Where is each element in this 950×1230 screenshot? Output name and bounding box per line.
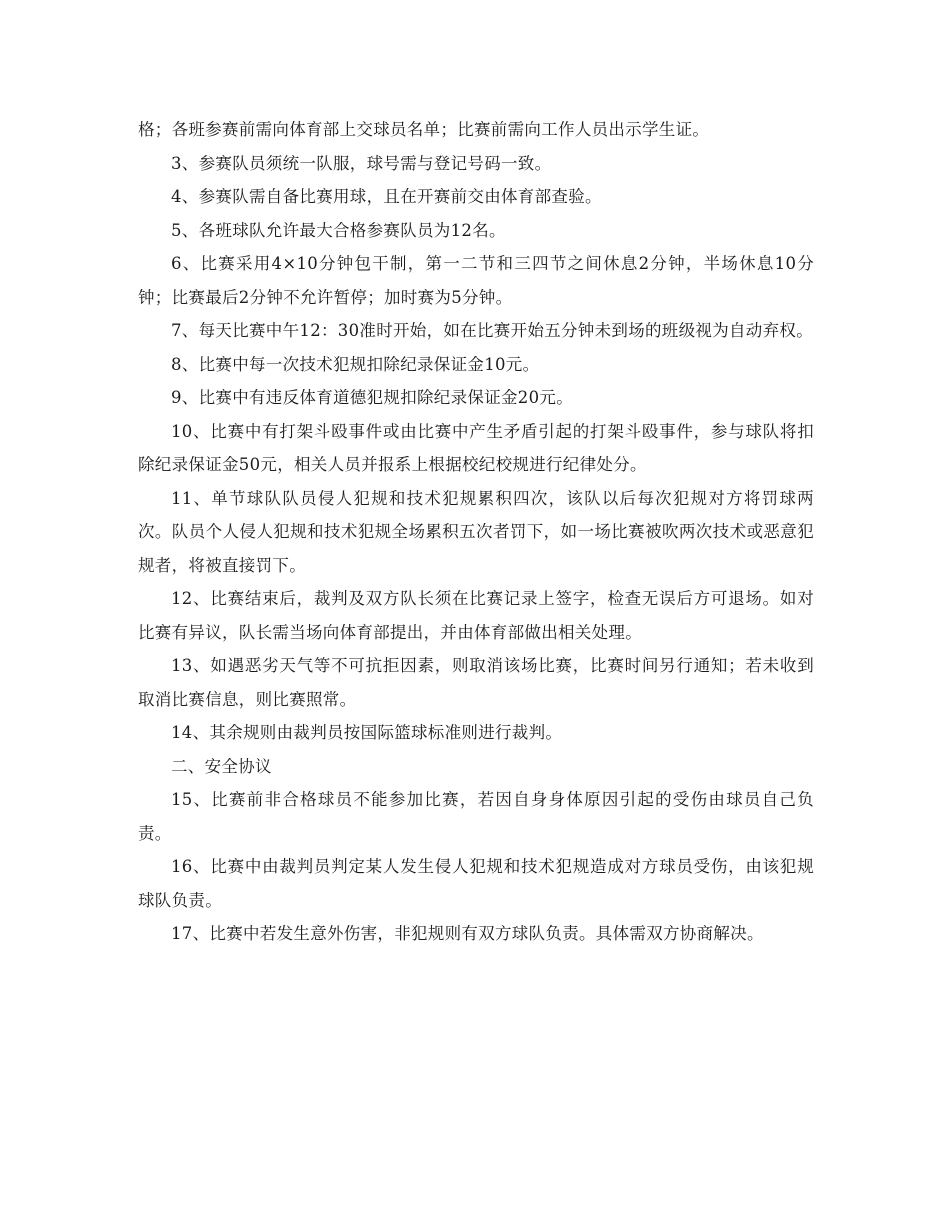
rule-3-paragraph: 3、参赛队员须统一队服，球号需与登记号码一致。 [171, 153, 552, 173]
paragraph-continuation: 格；各班参赛前需向体育部上交球员名单；比赛前需向工作人员出示学生证。 [138, 120, 710, 139]
rule-5-paragraph: 5、各班球队允许最大合格参赛队员为12名。 [171, 220, 506, 240]
rule-10-paragraph: 10、比赛中有打架斗殴事件或由比赛中产生矛盾引起的打架斗殴事件，参与球队将扣除纪录保证金50元，相关人员并报系上根据校纪校规进行纪律处分。 [138, 421, 814, 474]
rule-11-paragraph: 11、单节球队队员侵人犯规和技术犯规累积四次，该队以后每次犯规对方将罚球两次。队员个人侵人犯规和技术犯规全场累积五次者罚下，如一场比赛被吹两次技术或恶意犯规者，将被直接罚下。 [138, 488, 814, 575]
rule-4-paragraph: 4、参赛队需自备比赛用球，且在开赛前交由体育部查验。 [171, 187, 602, 206]
section-heading-safety: 二、安全协议 [171, 756, 272, 776]
rule-8-paragraph: 8、比赛中每一次技术犯规扣除纪录保证金10元。 [171, 354, 540, 374]
document-body [138, 113, 814, 951]
rule-15-paragraph: 15、比赛前非合格球员不能参加比赛，若因自身身体原因引起的受伤由球员自己负责。 [138, 790, 814, 843]
rule-6-paragraph: 6、比赛采用4×10分钟包干制，第一二节和三四节之间休息2分钟，半场休息10分钟；比赛最后2分钟不允许暂停；加时赛为5分钟。 [138, 254, 814, 307]
rule-7-paragraph: 7、每天比赛中午12：30准时开始，如在比赛开始五分钟未到场的班级视为自动弃权。 [171, 321, 813, 340]
rule-13-paragraph: 13、如遇恶劣天气等不可抗拒因素，则取消该场比赛，比赛时间另行通知；若未收到取消比赛信息，则比赛照常。 [138, 656, 814, 709]
rule-16-paragraph: 16、比赛中由裁判员判定某人发生侵人犯规和技术犯规造成对方球员受伤，由该犯规球队负责。 [138, 857, 814, 910]
rule-17-paragraph: 17、比赛中若发生意外伤害，非犯规则有双方球队负责。具体需双方协商解决。 [171, 924, 764, 943]
rule-9-paragraph: 9、比赛中有违反体育道德犯规扣除纪录保证金20元。 [171, 388, 573, 407]
rule-14-paragraph: 14、其余规则由裁判员按国际篮球标准则进行裁判。 [171, 723, 563, 742]
rule-12-paragraph: 12、比赛结束后，裁判及双方队长须在比赛记录上签字，检查无误后方可退场。如对比赛有异议，队长需当场向体育部提出，并由体育部做出相关处理。 [138, 589, 814, 642]
